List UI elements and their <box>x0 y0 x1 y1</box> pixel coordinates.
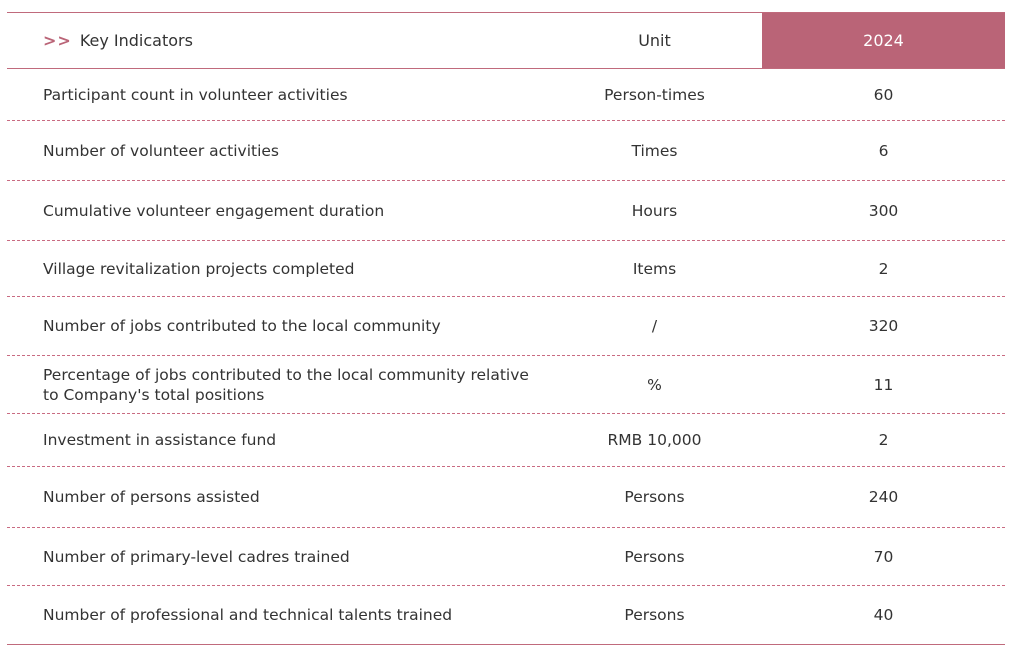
cell-indicator: Number of jobs contributed to the local community <box>43 317 441 335</box>
cell-value: 6 <box>878 141 889 160</box>
cell-unit: Items <box>632 259 677 278</box>
table-row <box>7 241 1005 297</box>
cell-indicator: Number of primary-level cadres trained <box>43 547 350 566</box>
table-row <box>7 121 1005 181</box>
table-row <box>7 69 1005 121</box>
cell-indicator: Village revitalization projects completed <box>43 259 355 278</box>
cell-indicator: Cumulative volunteer engagement duration <box>43 201 385 220</box>
cell-indicator: Number of professional and technical talents trained <box>43 606 453 624</box>
cell-value: 320 <box>868 317 899 335</box>
cell-unit: RMB 10,000 <box>607 431 702 449</box>
cell-value: 11 <box>873 375 894 394</box>
table-header <box>7 13 1005 69</box>
cell-value: 40 <box>873 606 894 624</box>
table-row <box>7 414 1005 467</box>
table-row <box>7 586 1005 645</box>
cell-unit: Persons <box>624 606 685 624</box>
cell-unit: Times <box>631 141 678 160</box>
cell-indicator: Number of volunteer activities <box>43 141 279 160</box>
cell-value: 2 <box>878 259 889 278</box>
table-row <box>7 356 1005 414</box>
table-row <box>7 528 1005 586</box>
header-unit: Unit <box>638 31 671 50</box>
cell-indicator: Investment in assistance fund <box>43 431 277 449</box>
cell-unit: Hours <box>631 201 678 220</box>
cell-value: 240 <box>868 488 899 506</box>
cell-indicator: Percentage of jobs contributed to the local community relative to Company's total positions <box>43 365 529 404</box>
table-row <box>7 467 1005 528</box>
key-indicators-table <box>7 12 1005 645</box>
cell-indicator: Participant count in volunteer activities <box>43 85 348 104</box>
cell-value: 300 <box>868 201 899 220</box>
cell-unit: / <box>651 317 658 335</box>
cell-unit: % <box>647 375 662 394</box>
cell-unit: Persons <box>624 547 685 566</box>
table-row <box>7 181 1005 241</box>
cell-unit: Person-times <box>604 85 705 104</box>
cell-unit: Persons <box>624 488 685 506</box>
table-row <box>7 297 1005 356</box>
double-chevron-icon: >> <box>43 30 72 50</box>
cell-value: 70 <box>873 547 894 566</box>
cell-value: 2 <box>878 431 889 449</box>
header-year: 2024 <box>762 13 1005 68</box>
header-indicator-label: Key Indicators <box>79 30 193 50</box>
cell-value: 60 <box>873 85 894 104</box>
cell-indicator: Number of persons assisted <box>43 488 260 506</box>
header-indicator <box>7 31 547 51</box>
